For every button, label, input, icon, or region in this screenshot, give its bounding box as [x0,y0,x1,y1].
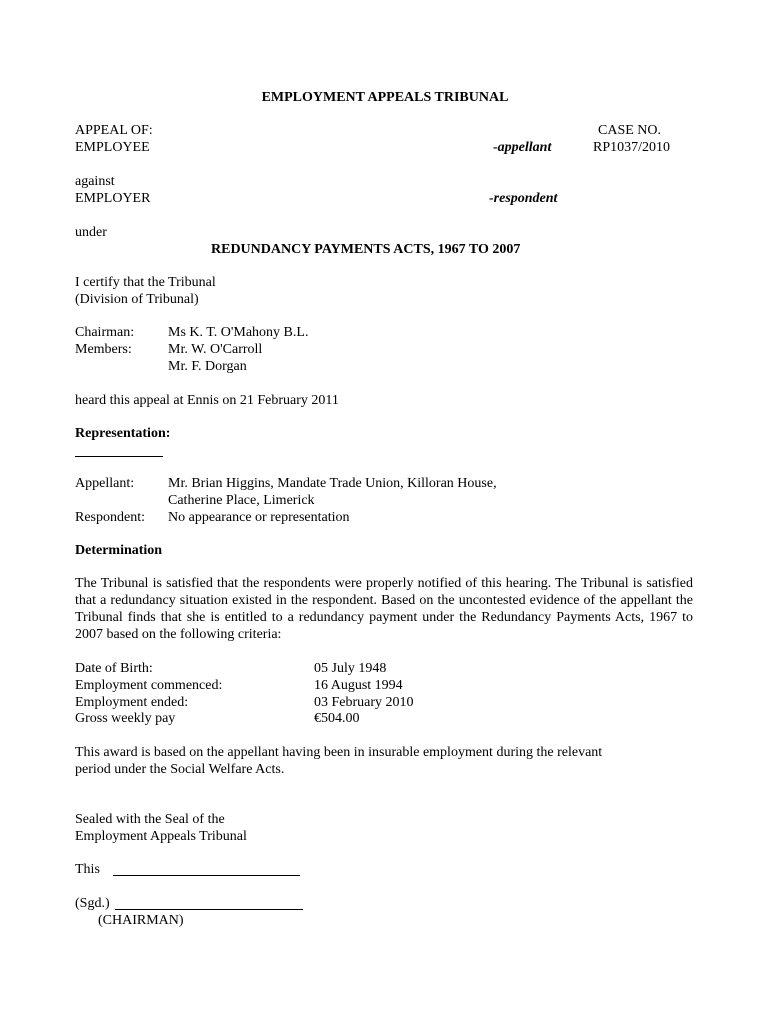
award-line-2: period under the Social Welfare Acts. [75,762,285,777]
criteria-label-commenced: Employment commenced: [75,678,223,693]
determination-paragraph: The Tribunal is satisfied that the respondents were properly notified of this hearing. The Tribunal is satisfied that a redundancy situation existed in the respondent. Based on the uncontested evidence of the appellant the Tribunal finds that she is entitled to a redundancy payment under the Redundancy Payments Acts, 1967 to 2007 based on the following criteria: [75,576,693,642]
document-title: EMPLOYMENT APPEALS TRIBUNAL [261,90,509,105]
criteria-value-pay: €504.00 [314,711,360,726]
respondent-role: -respondent [489,191,558,206]
respondent-name: EMPLOYER [75,191,151,206]
criteria-label-pay: Gross weekly pay [75,711,176,726]
case-no-label: CASE NO. [598,123,662,138]
criteria-value-commenced: 16 August 1994 [314,678,403,693]
acts-heading: REDUNDANCY PAYMENTS ACTS, 1967 TO 2007 [211,242,521,257]
member-2: Mr. F. Dorgan [168,359,247,374]
sealed-line-2: Employment Appeals Tribunal [75,829,247,844]
certify-line-1: I certify that the Tribunal [75,275,216,290]
determination-heading: Determination [75,543,163,558]
chairman-name: Ms K. T. O'Mahony B.L. [168,325,309,340]
chairman-signature-line [115,909,303,910]
heard-line: heard this appeal at Ennis on 21 February 2011 [75,393,339,408]
criteria-value-birth: 05 July 1948 [314,661,387,676]
rep-appellant-line-1: Mr. Brian Higgins, Mandate Trade Union, Killoran House, [168,476,497,491]
rep-respondent-value: No appearance or representation [168,510,350,525]
this-label: This [75,862,100,877]
appellant-name: EMPLOYEE [75,140,150,155]
representation-rule [75,456,163,457]
sgd-label: (Sgd.) [75,896,110,911]
rep-appellant-label: Appellant: [75,476,135,491]
under-label: under [75,225,107,240]
rep-respondent-label: Respondent: [75,510,145,525]
criteria-label-birth: Date of Birth: [75,661,153,676]
case-number: RP1037/2010 [593,140,671,155]
appeal-of-label: APPEAL OF: [75,123,153,138]
representation-heading: Representation: [75,426,171,441]
award-line-1: This award is based on the appellant having been in insurable employment during the relevant [75,745,603,760]
members-label: Members: [75,342,132,357]
against-label: against [75,174,115,189]
chairman-label: Chairman: [75,325,135,340]
chairman-sign-label: (CHAIRMAN) [98,913,184,928]
rep-appellant-line-2: Catherine Place, Limerick [168,493,315,508]
criteria-value-ended: 03 February 2010 [314,695,414,710]
date-signature-line [113,875,300,876]
certify-line-2: (Division of Tribunal) [75,292,199,307]
sealed-line-1: Sealed with the Seal of the [75,812,225,827]
appellant-role: -appellant [493,140,552,155]
member-1: Mr. W. O'Carroll [168,342,263,357]
criteria-label-ended: Employment ended: [75,695,189,710]
